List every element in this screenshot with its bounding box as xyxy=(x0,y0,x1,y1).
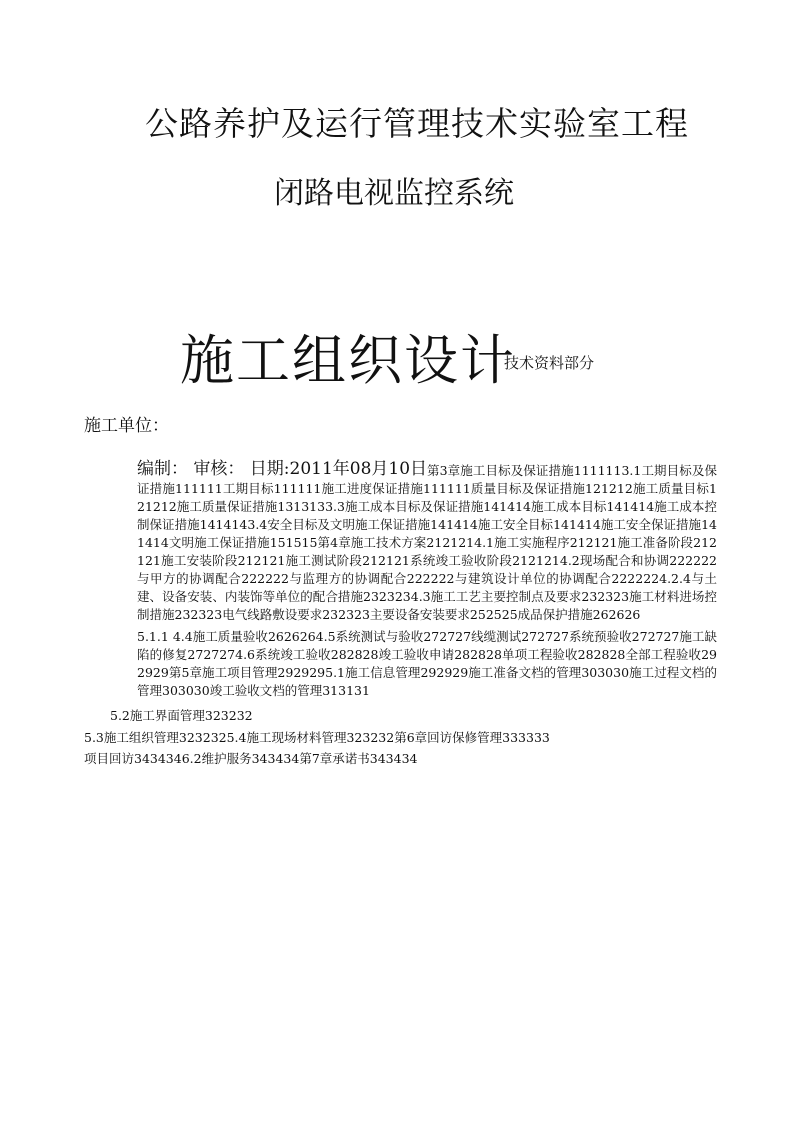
toc-block-2 xyxy=(137,628,717,700)
toc-text-1: 第3章施工目标及保证措施1111113.1工期目标及保证措施111111工期目标111111施工进度保证措施111111质量目标及保证措施121212施工质量目标121212施工质量保证措施1313133.3施工成本目标及保证措施141414施工成本目标141414施工成本控制保证措施1414143.4安全目标及文明施工保证措施141414施工安全目标141414施工安全保证措施141414文明施工保证措施151515第4章施工技术方案2121214.1施工实施程序212121施工准备阶段212121施工安装阶段212121施工测试阶段212121系统竣工验收阶段2121214.2现场配合和协调222222与甲方的协调配合222222与监理方的协调配合222222与建筑设计单位的协调配合2222224.2.4与土建、设备安装、内装饰等单位的配合措施2323234.3施工工艺主要控制点及要求232323施工材料进场控制措施232323电气线路敷设要求232323主要设备安装要求252525成品保护措施262626 xyxy=(137,463,717,622)
toc-block-1 xyxy=(137,459,717,624)
document-title-line2: 闭路电视监控系统 xyxy=(274,176,514,211)
toc-line-project-revisit: 项目回访3434346.2维护服务343434第7章承诺书343434 xyxy=(84,751,418,766)
main-title: 施工组织设计 xyxy=(180,329,516,392)
toc-line-interface-management: 5.2施工界面管理323232 xyxy=(110,708,253,723)
document-title-line1: 公路养护及运行管理技术实验室工程 xyxy=(145,104,689,143)
main-subtitle: 技术资料部分 xyxy=(504,354,595,372)
toc-line-organization-management: 5.3施工组织管理3232325.4施工现场材料管理323232第6章回访保修管理333333 xyxy=(84,730,550,745)
toc-text-2: 5.1.1 4.4施工质量验收2626264.5系统测试与验收272727线缆测试272727系统预验收272727施工缺陷的修复2727274.6系统竣工验收282828竣工验收申请282828单项工程验收282828全部工程验收292929第5章施工项目管理2929295.1施工信息管理292929施工准备文档的管理303030施工过程文档的管理303030竣工验收文档的管理313131 xyxy=(137,629,717,698)
construction-unit-label: 施工单位： xyxy=(84,416,169,436)
meta-line: 编制： 审核： 日期:2011年08月10日 xyxy=(137,459,428,479)
